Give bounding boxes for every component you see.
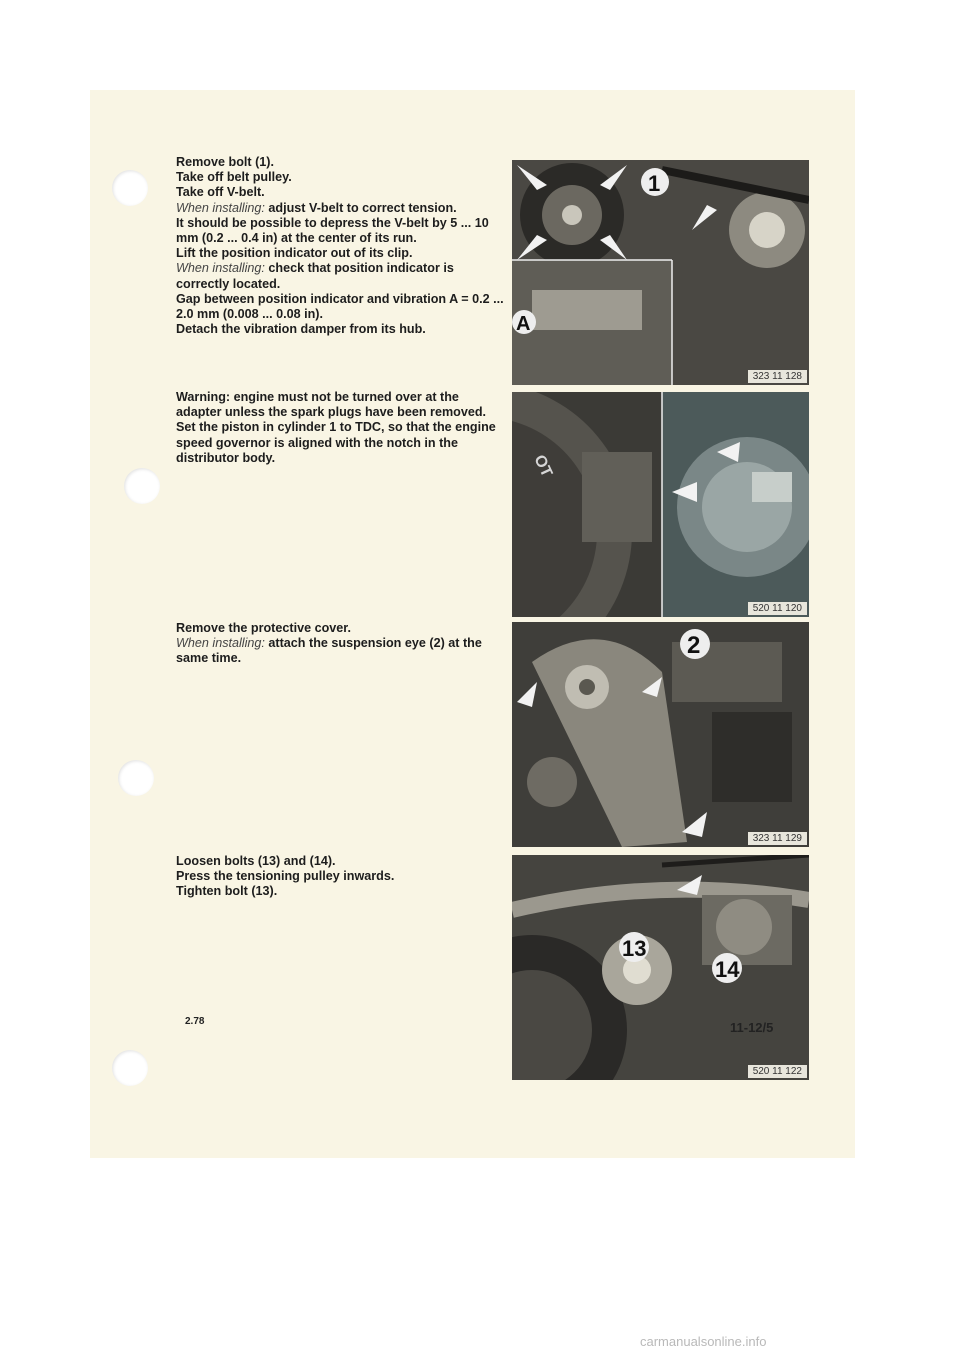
step-line: Tighten bolt (13). [176, 884, 278, 899]
photo-code: 323 11 128 [748, 370, 807, 383]
engine-photo-illustration [512, 622, 809, 847]
engine-photo-illustration [512, 160, 809, 385]
binder-hole [118, 760, 154, 796]
photo-tensioning-pulley [512, 855, 809, 1080]
callout-label: 14 [715, 957, 740, 982]
callout-label: 2 [687, 632, 701, 659]
step-line [176, 636, 504, 666]
step-line: Detach the vibration damper from its hub. [176, 322, 426, 337]
step-line: Press the tensioning pulley inwards. [176, 869, 395, 884]
step-line-text: adjust V-belt to correct tension. [264, 200, 457, 215]
step-line: Set the piston in cylinder 1 to TDC, so that the engine speed governor is aligned with the notch in the distributor body. [176, 420, 496, 465]
callout-label: OT [530, 452, 556, 480]
engine-photo-illustration [512, 392, 809, 617]
step-line: Gap between position indicator and vibration A = 0.2 ... 2.0 mm (0.008 ... 0.08 in). [176, 291, 504, 322]
binder-hole [112, 1050, 148, 1086]
callout-label: 13 [622, 936, 647, 961]
footer-page-number: 11-12/5 [730, 1020, 774, 1035]
binder-hole [112, 170, 148, 206]
step-text-1 [176, 155, 504, 337]
footer-date: 2.78 [185, 1016, 205, 1027]
step-line: Remove bolt (1). [176, 155, 274, 169]
photo-code: 323 11 129 [748, 832, 807, 845]
step-line [176, 201, 504, 216]
step-line-text: check that position indicator is correctly located. [176, 261, 454, 291]
step-line: Loosen bolts (13) and (14). [176, 854, 336, 868]
step-line [176, 261, 504, 291]
photo-distributor [512, 392, 809, 617]
step-text-2 [176, 390, 504, 466]
step-text-3 [176, 621, 504, 667]
binder-hole [124, 468, 160, 504]
photo-belt-pulley [512, 160, 809, 385]
photo-code: 520 11 122 [748, 1065, 807, 1078]
photo-protective-cover [512, 622, 809, 847]
watermark: carmanualsonline.info [640, 1334, 767, 1349]
step-line: Warning: engine must not be turned over at the adapter unless the spark plugs have been removed. [176, 390, 487, 420]
step-line: It should be possible to depress the V-belt by 5 ... 10 mm (0.2 ... 0.4 in) at the center of its run. [176, 215, 489, 246]
when-installing-label: When installing: [176, 636, 265, 651]
when-installing-label: When installing: [176, 261, 265, 276]
step-line: Remove the protective cover. [176, 621, 351, 635]
callout-label: 1 [648, 171, 661, 196]
when-installing-label: When installing: [176, 200, 265, 215]
photo-code: 520 11 120 [748, 602, 807, 615]
step-text-4 [176, 854, 504, 900]
step-line: Take off V-belt. [176, 185, 265, 200]
engine-photo-illustration [512, 855, 809, 1080]
step-line: Lift the position indicator out of its clip. [176, 246, 413, 261]
step-line: Take off belt pulley. [176, 170, 292, 185]
callout-label: A [516, 313, 531, 335]
step-line-text: attach the suspension eye (2) at the same time. [176, 636, 482, 666]
